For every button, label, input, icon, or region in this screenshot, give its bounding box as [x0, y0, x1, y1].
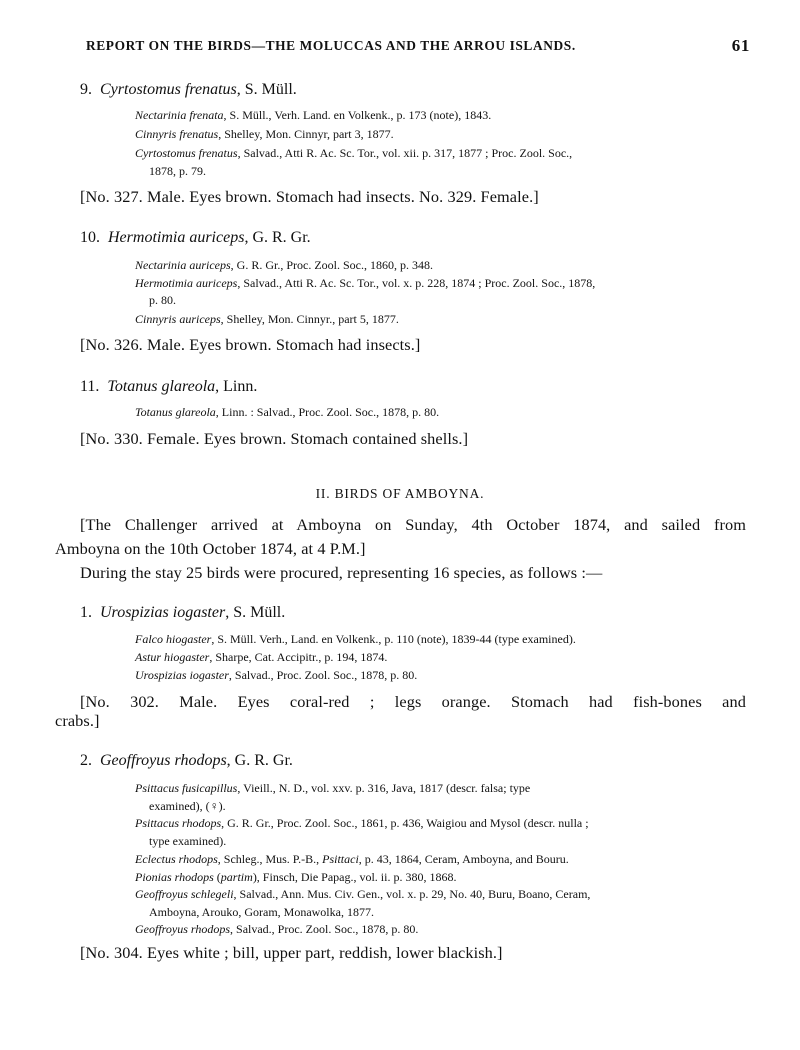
- synonym-ref: Psittacus fusicapillus, Vieill., N. D., vol. xxv. p. 316, Java, 1817 (descr. falsa; type: [135, 781, 531, 795]
- species-heading: 1. Urospizias iogaster, S. Müll.: [80, 604, 286, 621]
- synonym-ref: Falco hiogaster, S. Müll. Verh., Land. en Volkenk., p. 110 (note), 1839-44 (type examined).: [135, 632, 576, 646]
- synonym-ref: Totanus glareola, Linn. : Salvad., Proc. Zool. Soc., 1878, p. 80.: [135, 405, 440, 419]
- specimen-note: [No. 327. Male. Eyes brown. Stomach had insects. No. 329. Female.]: [80, 187, 539, 206]
- species-name: Hermotimia auriceps: [108, 229, 245, 246]
- section-title: II. BIRDS OF AMBOYNA.: [315, 486, 485, 501]
- synonym-ref: Urospizias iogaster, Salvad., Proc. Zool. Soc., 1878, p. 80.: [135, 668, 418, 682]
- synonym-ref-cont: p. 80.: [149, 293, 176, 307]
- header-title: REPORT ON THE BIRDS—THE MOLUCCAS AND THE ARROU ISLANDS.: [86, 38, 576, 53]
- page-number: 61: [731, 36, 750, 55]
- synonym-ref: Cinnyris frenatus, Shelley, Mon. Cinnyr, part 3, 1877.: [135, 127, 394, 141]
- specimen-note: [No. 330. Female. Eyes brown. Stomach contained shells.]: [80, 429, 469, 448]
- synonym-ref: Geoffroyus schlegeli, Salvad., Ann. Mus. Civ. Gen., vol. x. p. 29, No. 40, Buru, Boano, Ceram,: [135, 887, 591, 901]
- specimen-note: [No. 302. Male. Eyes coral-red ; legs orange. Stomach had fish-bones and: [80, 692, 746, 711]
- synonym-ref: Astur hiogaster, Sharpe, Cat. Accipitr., p. 194, 1874.: [135, 650, 388, 664]
- synonym-ref: Nectarinia frenata, S. Müll., Verh. Land. en Volkenk., p. 173 (note), 1843.: [135, 108, 492, 122]
- specimen-note: [No. 326. Male. Eyes brown. Stomach had insects.]: [80, 335, 421, 354]
- synonym-ref-cont: Amboyna, Arouko, Goram, Monawolka, 1877.: [149, 905, 374, 919]
- species-heading: 11. Totanus glareola, Linn.: [80, 378, 258, 395]
- synonym-ref-cont: 1878, p. 79.: [149, 164, 206, 178]
- synonym-ref: Hermotimia auriceps, Salvad., Atti R. Ac. Sc. Tor., vol. x. p. 228, 1874 ; Proc. Zool. Soc., 1878,: [135, 276, 596, 290]
- synonym-ref: Eclectus rhodops, Schleg., Mus. P.-B., Psittaci, p. 43, 1864, Ceram, Amboyna, and Bouru.: [135, 852, 569, 866]
- synonym-ref: Cyrtostomus frenatus, Salvad., Atti R. Ac. Sc. Tor., vol. xii. p. 317, 1877 ; Proc. Zool. Soc.,: [135, 146, 573, 160]
- species-name: Geoffroyus rhodops: [100, 752, 227, 769]
- synonym-ref-cont: type examined).: [149, 834, 227, 848]
- species-heading: 2. Geoffroyus rhodops, G. R. Gr.: [80, 752, 293, 769]
- species-heading: 10. Hermotimia auriceps, G. R. Gr.: [80, 229, 311, 246]
- intro-paragraph: During the stay 25 birds were procured, representing 16 species, as follows :—: [80, 563, 603, 582]
- synonym-ref: Pionias rhodops (partim), Finsch, Die Papag., vol. ii. p. 380, 1868.: [135, 870, 457, 884]
- synonym-ref: Geoffroyus rhodops, Salvad., Proc. Zool. Soc., 1878, p. 80.: [135, 922, 419, 936]
- specimen-note-cont: crabs.]: [55, 711, 100, 730]
- synonym-ref-cont: examined), (♀).: [149, 799, 226, 813]
- species-heading: 9. Cyrtostomus frenatus, S. Müll.: [80, 81, 297, 98]
- intro-paragraph-line: [The Challenger arrived at Amboyna on Sunday, 4th October 1874, and sailed from: [80, 515, 746, 534]
- specimen-note: [No. 304. Eyes white ; bill, upper part, reddish, lower blackish.]: [80, 943, 503, 962]
- species-name: Urospizias iogaster: [100, 604, 226, 621]
- synonym-ref: Psittacus rhodops, G. R. Gr., Proc. Zool. Soc., 1861, p. 436, Waigiou and Mysol (descr. nulla ;: [135, 816, 589, 830]
- intro-paragraph-line: Amboyna on the 10th October 1874, at 4 P.M.]: [55, 539, 366, 558]
- synonym-ref: Nectarinia auriceps, G. R. Gr., Proc. Zool. Soc., 1860, p. 348.: [135, 258, 433, 272]
- species-name: Cyrtostomus frenatus: [100, 81, 237, 98]
- synonym-ref: Cinnyris auriceps, Shelley, Mon. Cinnyr., part 5, 1877.: [135, 312, 399, 326]
- species-name: Totanus glareola: [107, 378, 216, 395]
